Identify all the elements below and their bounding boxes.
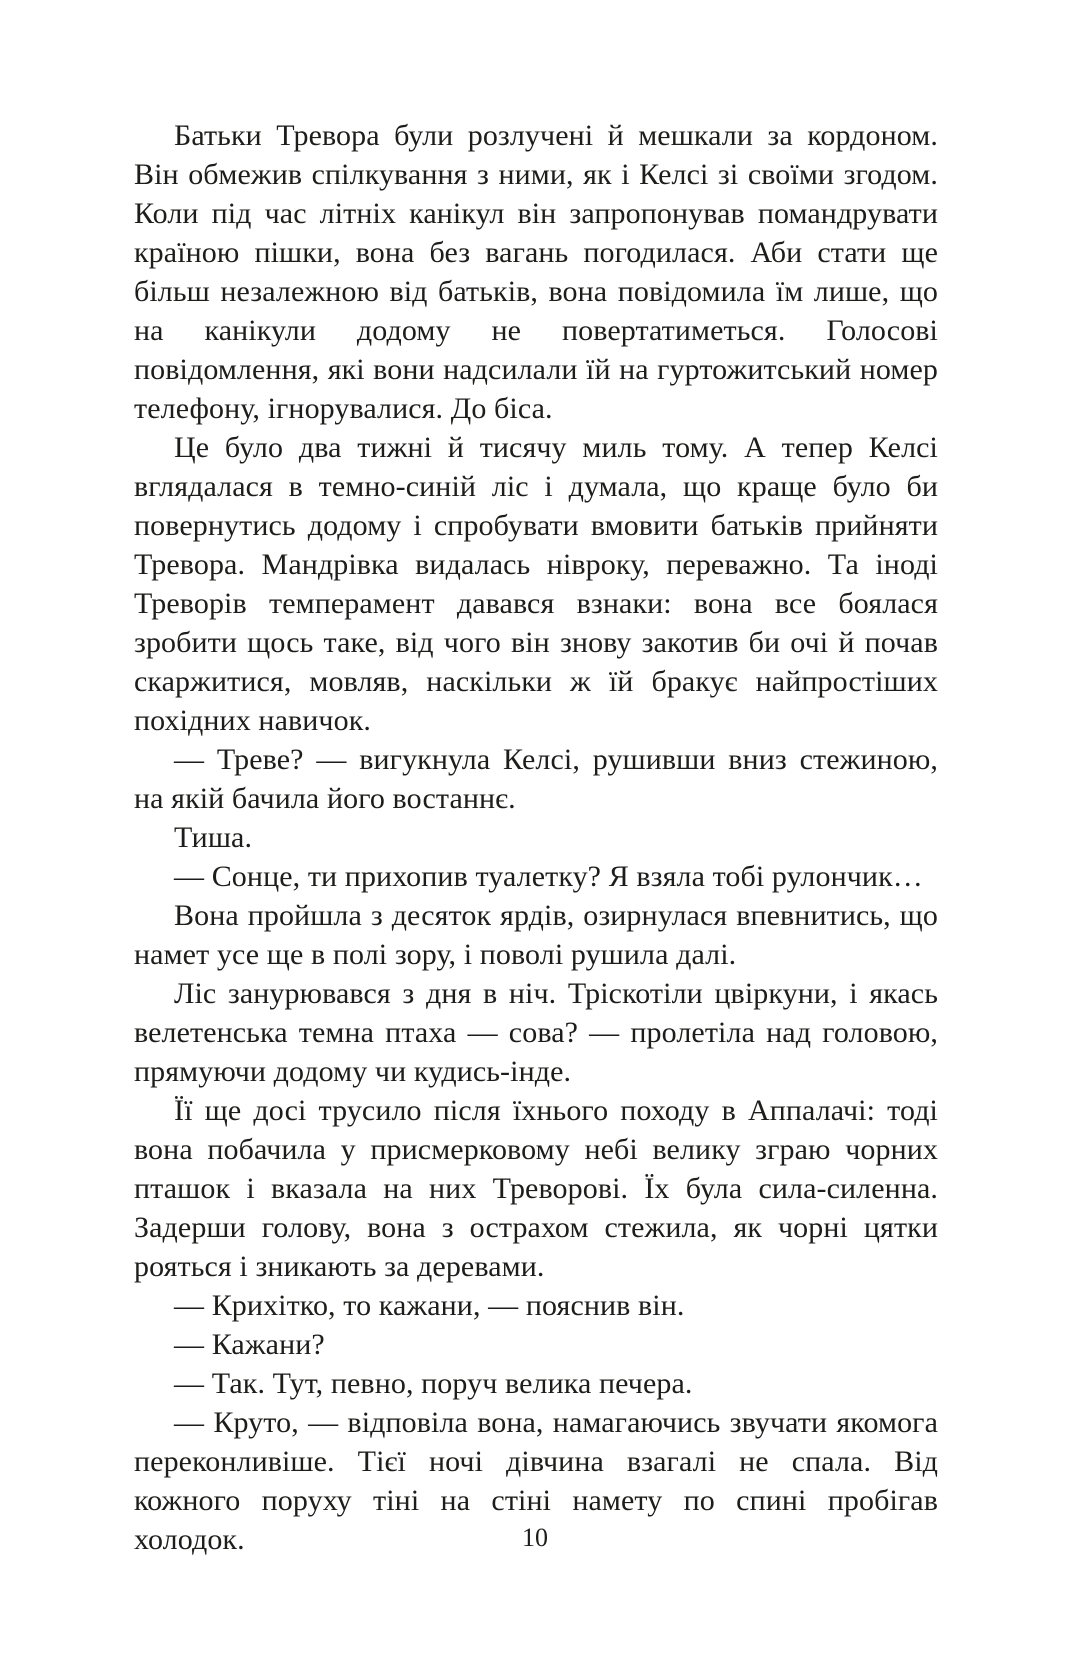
- paragraph-12: — Круто, — відповіла вона, намагаючись звучати якомога переконливіше. Тієї ночі дівчина взагалі не спала. Від кожного поруху тіні на стіні намету по спині пробігав холодок.: [134, 1406, 938, 1556]
- text-block: [134, 116, 938, 1559]
- paragraph-7: Ліс занурювався з дня в ніч. Тріскотіли цвіркуни, і якась велетенська темна птаха — сова? — пролетіла над головою, прямуючи додому чи кудись-інде.: [134, 977, 938, 1088]
- paragraph-5: — Сонце, ти прихопив туалетку? Я взяла тобі рулончик…: [174, 860, 923, 893]
- paragraph-3: — Треве? — вигукнула Келсі, рушивши вниз стежиною, на якій бачила його востаннє.: [134, 743, 938, 815]
- paragraph-2: Це було два тижні й тисячу миль тому. А тепер Келсі вглядалася в темно-синій ліс і думала, що краще було би повернутись додому і спробувати вмовити батьків прийняти Тревора. Мандрівка видалась нівроку, переважно. Та іноді Треворів темперамент давався взнаки: вона все боялася зробити щось таке, від чого він знову закотив би очі й почав скаржитися, мовляв, наскільки ж їй бракує найпростіших похідних навичок.: [134, 431, 938, 737]
- page-number: 10: [522, 1523, 548, 1552]
- paragraph-1: Батьки Тревора були розлучені й мешкали за кордоном. Він обмежив спілкування з ними, як і Келсі зі своїми згодом. Коли під час літніх канікул він запропонував помандрувати країною пішки, вона без вагань погодилася. Аби стати ще більш незалежною від батьків, вона повідомила їм лише, що на канікули додому не повертатиметься. Голосові повідомлення, які вони надсилали їй на гуртожитський номер телефону, ігнорувалися. До біса.: [134, 119, 938, 425]
- paragraph-4: Тиша.: [174, 821, 253, 854]
- paragraph-6: Вона пройшла з десяток ярдів, озирнулася впевнитись, що намет усе ще в полі зору, і поволі рушила далі.: [134, 899, 938, 971]
- paragraph-9: — Крихітко, то кажани, — пояснив він.: [174, 1289, 685, 1322]
- paragraph-11: — Так. Тут, певно, поруч велика печера.: [174, 1367, 693, 1400]
- paragraph-8: Її ще досі трусило після їхнього походу в Аппалачі: тоді вона побачила у присмерковому небі велику зграю чорних пташок і вказала на них Треворові. Їх була сила-силенна. Задерши голову, вона з острахом стежила, як чорні цятки рояться і зникають за деревами.: [134, 1094, 938, 1283]
- paragraph-10: — Кажани?: [174, 1328, 325, 1361]
